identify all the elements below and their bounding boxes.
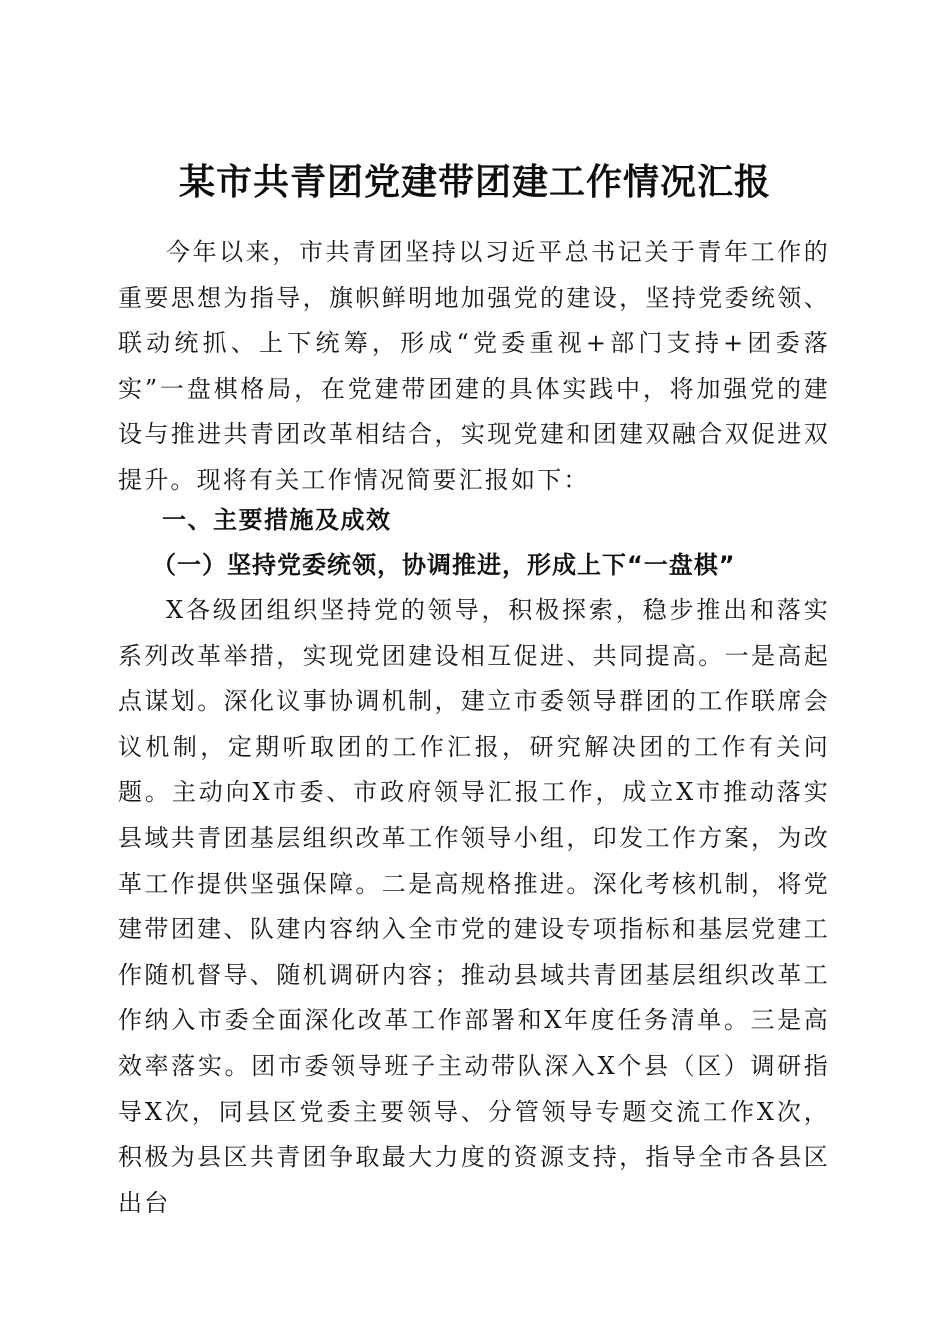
intro-paragraph: 今年以来，市共青团坚持以习近平总书记关于青年工作的重要思想为指导，旗帜鲜明地加强党的建设，坚持党委统领、联动统抓、上下统筹，形成“党委重视+部门支持+团委落实”一盘棋格局，在党建带团建的具体实践中，将加强党的建设与推进共青团改革相结合，实现党建和团建双融合双促进双提升。现将有关工作情况简要汇报如下：: [118, 238, 830, 494]
section-heading: 一、主要措施及成效: [162, 506, 392, 534]
subsection-heading: （一）坚持党委统领，协调推进，形成上下“一盘棋”: [152, 551, 736, 579]
body-paragraph: X各级团组织坚持党的领导，积极探索，稳步推出和落实系列改革举措，实现党团建设相互促进、共同提高。一是高起点谋划。深化议事协调机制，建立市委领导群团的工作联席会议机制，定期听取团的工作汇报，研究解决团的工作有关问题。主动向X市委、市政府领导汇报工作，成立X市推动落实县域共青团基层组织改革工作领导小组，印发工作方案，为改革工作提供坚强保障。二是高规格推进。深化考核机制，将党建带团建、队建内容纳入全市党的建设专项指标和基层党建工作随机督导、随机调研内容；推动县域共青团基层组织改革工作纳入市委全面深化改革工作部署和X年度任务清单。三是高效率落实。团市委领导班子主动带队深入X个县（区）调研指导X次，同县区党委主要领导、分管领导专题交流工作X次，积极为县区共青团争取最大力度的资源支持，指导全市各县区出台: [118, 596, 830, 1217]
document-title: 某市共青团党建带团建工作情况汇报: [178, 161, 771, 204]
